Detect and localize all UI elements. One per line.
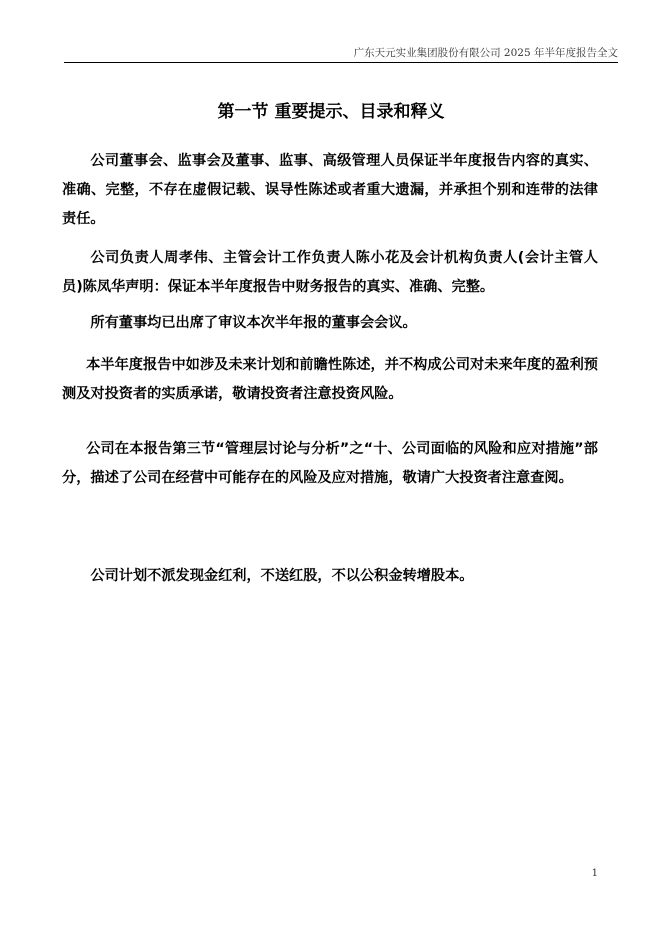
page-number: 1 <box>591 868 598 879</box>
header-divider <box>64 62 618 63</box>
paragraph-board-guarantee: 公司董事会、监事会及董事、监事、高级管理人员保证半年度报告内容的真实、准确、完整，不存在虚假记载、误导性陈述或者重大遗漏，并承担个别和连带的法律责任。 <box>62 153 598 227</box>
paragraph-forward-looking: 本半年度报告中如涉及未来计划和前瞻性陈述，并不构成公司对未来年度的盈利预测及对投资者的实质承诺，敬请投资者注意投资风险。 <box>62 357 598 402</box>
paragraph-risk-reference: 公司在本报告第三节“管理层讨论与分析”之“十、公司面临的风险和应对措施”部分，描述了公司在经营中可能存在的风险及应对措施，敬请广大投资者注意查阅。 <box>62 441 598 486</box>
paragraph-responsible-persons: 公司负责人周孝伟、主管会计工作负责人陈小花及会计机构负责人(会计主管人员)陈凤华声明：保证本半年度报告中财务报告的真实、准确、完整。 <box>62 250 598 295</box>
running-header: 广东天元实业集团股份有限公司 2025 年半年度报告全文 <box>353 47 618 59</box>
paragraph-dividend-plan: 公司计划不派发现金红利，不送红股，不以公积金转增股本。 <box>90 568 474 584</box>
section-title: 第一节 重要提示、目录和释义 <box>217 102 445 122</box>
paragraph-directors-attendance: 所有董事均已出席了审议本次半年报的董事会会议。 <box>90 315 417 331</box>
